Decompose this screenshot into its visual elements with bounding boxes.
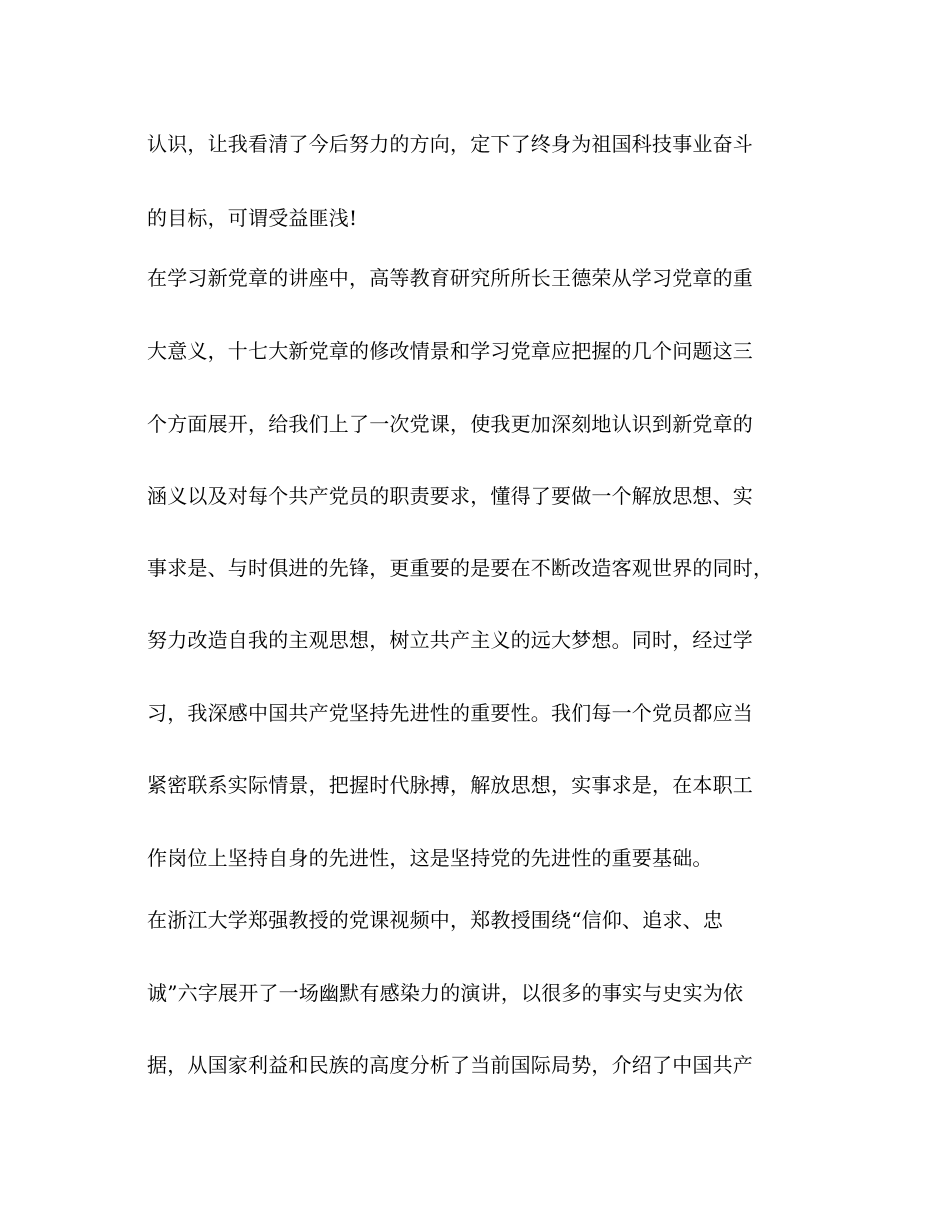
text-line: 在浙江大学郑强教授的党课视频中，郑教授围绕“信仰、追求、忠 (147, 908, 724, 932)
text-line: 习，我深感中国共产党坚持先进性的重要性。我们每一个党员都应当 (147, 701, 753, 725)
text-line: 据，从国家利益和民族的高度分析了当前国际局势，介绍了中国共产 (147, 1053, 753, 1077)
text-line: 事求是、与时俱进的先锋，更重要的是要在不断改造客观世界的同时， (147, 556, 774, 580)
text-line: 紧密联系实际情景，把握时代脉搏，解放思想，实事求是，在本职工 (147, 773, 753, 797)
text-line: 认识，让我看清了今后努力的方向，定下了终身为祖国科技事业奋斗 (147, 132, 753, 156)
text-line: 诚”六字展开了一场幽默有感染力的演讲，以很多的事实与史实为依 (147, 981, 744, 1005)
text-line: 努力改造自我的主观思想，树立共产主义的远大梦想。同时，经过学 (147, 628, 753, 652)
text-line: 在学习新党章的讲座中，高等教育研究所所长王德荣从学习党章的重 (147, 266, 753, 290)
text-line: 个方面展开，给我们上了一次党课，使我更加深刻地认识到新党章的 (147, 412, 753, 436)
text-line: 作岗位上坚持自身的先进性，这是坚持党的先进性的重要基础。 (147, 846, 713, 870)
text-line: 涵义以及对每个共产党员的职责要求，懂得了要做一个解放思想、实 (147, 484, 753, 508)
text-line: 的目标，可谓受益匪浅! (147, 206, 358, 230)
text-line: 大意义，十七大新党章的修改情景和学习党章应把握的几个问题这三 (147, 339, 753, 363)
